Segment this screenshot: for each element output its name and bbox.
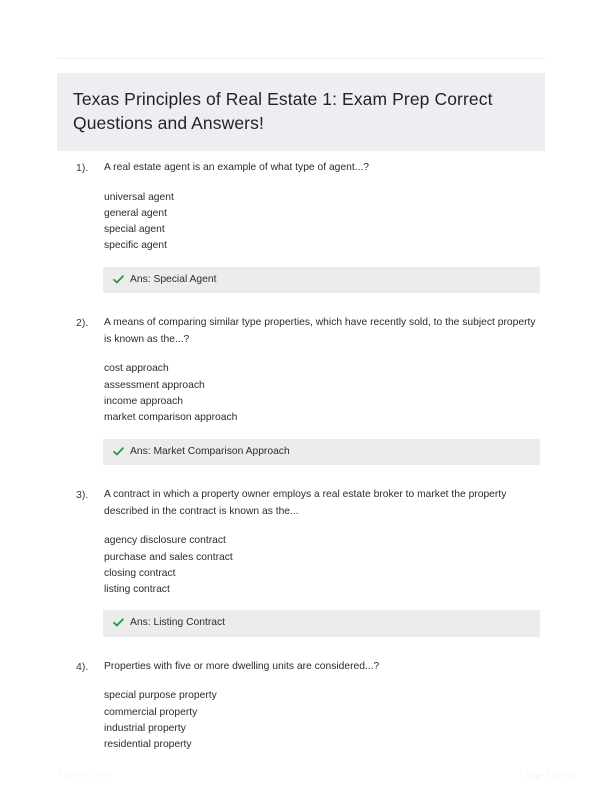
answer-bar <box>103 267 540 293</box>
answer-text: Ans: Special Agent <box>130 273 217 285</box>
answer-option[interactable]: special purpose property <box>104 690 217 702</box>
question-block <box>0 315 606 465</box>
footer-watermark: PaperStic.com <box>58 770 113 779</box>
questions-list <box>0 160 606 775</box>
answer-options <box>0 190 606 255</box>
page-title: Texas Principles of Real Estate 1: Exam Prep Correct Questions and Answers! <box>73 89 493 134</box>
question-header <box>0 487 606 520</box>
answer-option[interactable]: income approach <box>104 395 183 407</box>
answer-option[interactable]: industrial property <box>104 722 186 734</box>
answer-option[interactable]: agency disclosure contract <box>104 535 226 547</box>
answer-option[interactable]: listing contract <box>104 584 170 596</box>
question-block <box>0 487 606 637</box>
answer-option[interactable]: assessment approach <box>104 379 205 391</box>
question-header <box>0 659 606 676</box>
question-number: 1). <box>76 162 89 174</box>
question-text: A means of comparing similar type properties, which have recently sold, to the subject property is known as the...? <box>104 317 536 345</box>
answer-option[interactable]: special agent <box>104 224 165 236</box>
question-text: A real estate agent is an example of what type of agent...? <box>104 162 370 173</box>
check-icon <box>113 274 124 285</box>
answer-option[interactable]: purchase and sales contract <box>104 551 233 563</box>
footer-page-number: Page 1 of 105 <box>526 770 576 780</box>
question-header <box>0 315 606 348</box>
question-text: Properties with five or more dwelling units are considered...? <box>104 660 380 672</box>
answer-options <box>0 361 606 426</box>
answer-bar <box>103 439 540 465</box>
page-footer <box>0 770 606 790</box>
question-header <box>0 160 606 177</box>
answer-option[interactable]: general agent <box>104 207 167 219</box>
question-number: 3). <box>76 488 89 501</box>
question-number: 2). <box>76 317 89 330</box>
answer-options <box>0 688 606 753</box>
answer-options <box>0 533 606 598</box>
answer-option[interactable]: specific agent <box>104 240 167 252</box>
answer-option[interactable]: market comparison approach <box>104 412 238 424</box>
answer-option[interactable]: cost approach <box>104 363 169 375</box>
question-number: 4). <box>76 660 89 673</box>
header-divider <box>57 58 545 59</box>
answer-option[interactable]: universal agent <box>104 191 174 203</box>
answer-text: Ans: Listing Contract <box>130 617 226 629</box>
question-block <box>0 659 606 754</box>
answer-text: Ans: Market Comparison Approach <box>130 445 290 457</box>
question-block <box>0 160 606 293</box>
check-icon <box>113 446 124 457</box>
check-icon <box>113 617 124 628</box>
answer-bar <box>103 610 540 636</box>
answer-option[interactable]: residential property <box>104 739 192 751</box>
document-title-banner <box>57 73 545 151</box>
answer-option[interactable]: closing contract <box>104 567 176 579</box>
question-text: A contract in which a property owner employs a real estate broker to market the property described in the contract is known as the... <box>104 488 507 517</box>
answer-option[interactable]: commercial property <box>104 706 198 718</box>
